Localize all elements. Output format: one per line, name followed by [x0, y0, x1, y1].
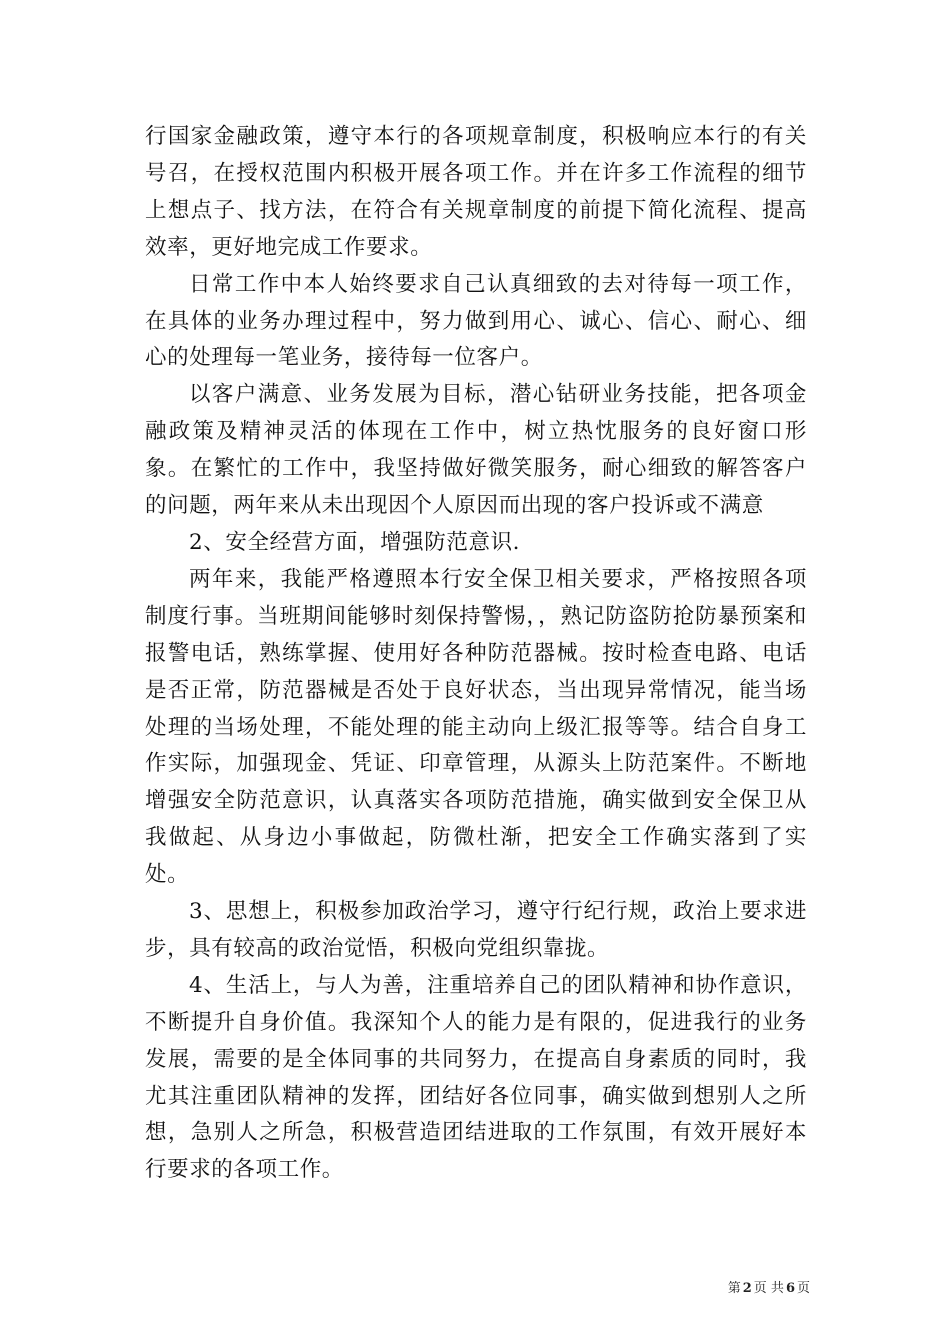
paragraph-customer-service: 以客户满意、业务发展为目标，潜心钻研业务技能，把各项金融政策及精神灵活的体现在工作中，树立热忱服务的良好窗口形象。在繁忙的工作中，我坚持做好微笑服务，耐心细致的解答客户的问题，两年来从未出现因个人原因而出现的客户投诉或不满意 — [145, 382, 807, 519]
paragraph-life-teamwork: 4、生活上，与人为善，注重培养自己的团队精神和协作意识，不断提升自身价值。我深知个人的能力是有限的，促进我行的业务发展，需要的是全体同事的共同努力，在提高自身素质的同时，我尤其注重团队精神的发挥，团结好各位同事，确实做到想别人之所想，急别人之所急，积极营造团结进取的工作氛围，有效开展好本行要求的各项工作。 — [145, 972, 807, 1183]
page-number-footer — [690, 1280, 810, 1298]
paragraph-safety-details: 两年来，我能严格遵照本行安全保卫相关要求，严格按照各项制度行事。当班期间能够时刻保持警惕，，熟记防盗防抢防暴预案和报警电话，熟练掌握、使用好各种防范器械。按时检查电路、电话是否正常，防范器械是否处于良好状态，当出现异常情况，能当场处理的当场处理，不能处理的能主动向上级汇报等等。结合自身工作实际，加强现金、凭证、印章管理，从源头上防范案件。不断地增强安全防范意识，认真落实各项防范措施，确实做到安全保卫从我做起、从身边小事做起，防微杜渐，把安全工作确实落到了实处。 — [145, 566, 807, 888]
document-body — [145, 119, 807, 1189]
paragraph-ideology: 3、思想上，积极参加政治学习，遵守行纪行规，政治上要求进步，具有较高的政治觉悟，积极向党组织靠拢。 — [145, 899, 807, 961]
heading-safety-operations: 2、安全经营方面，增强防范意识. — [189, 529, 521, 555]
paragraph-daily-work: 日常工作中本人始终要求自己认真细致的去对待每一项工作，在具体的业务办理过程中，努力做到用心、诚心、信心、耐心、细心的处理每一笔业务，接待每一位客户。 — [145, 271, 807, 371]
footer-prefix: 第 — [727, 1281, 741, 1296]
paragraph-continuation: 行国家金融政策，遵守本行的各项规章制度，积极响应本行的有关号召，在授权范围内积极开展各项工作。并在许多工作流程的细节上想点子、找方法，在符合有关规章制度的前提下简化流程、提高效率，更好地完成工作要求。 — [145, 124, 807, 260]
footer-middle: 页 共 — [753, 1281, 784, 1296]
footer-current-page: 2 — [742, 1281, 752, 1296]
footer-total-pages: 6 — [785, 1281, 795, 1296]
footer-suffix: 页 — [796, 1281, 810, 1296]
